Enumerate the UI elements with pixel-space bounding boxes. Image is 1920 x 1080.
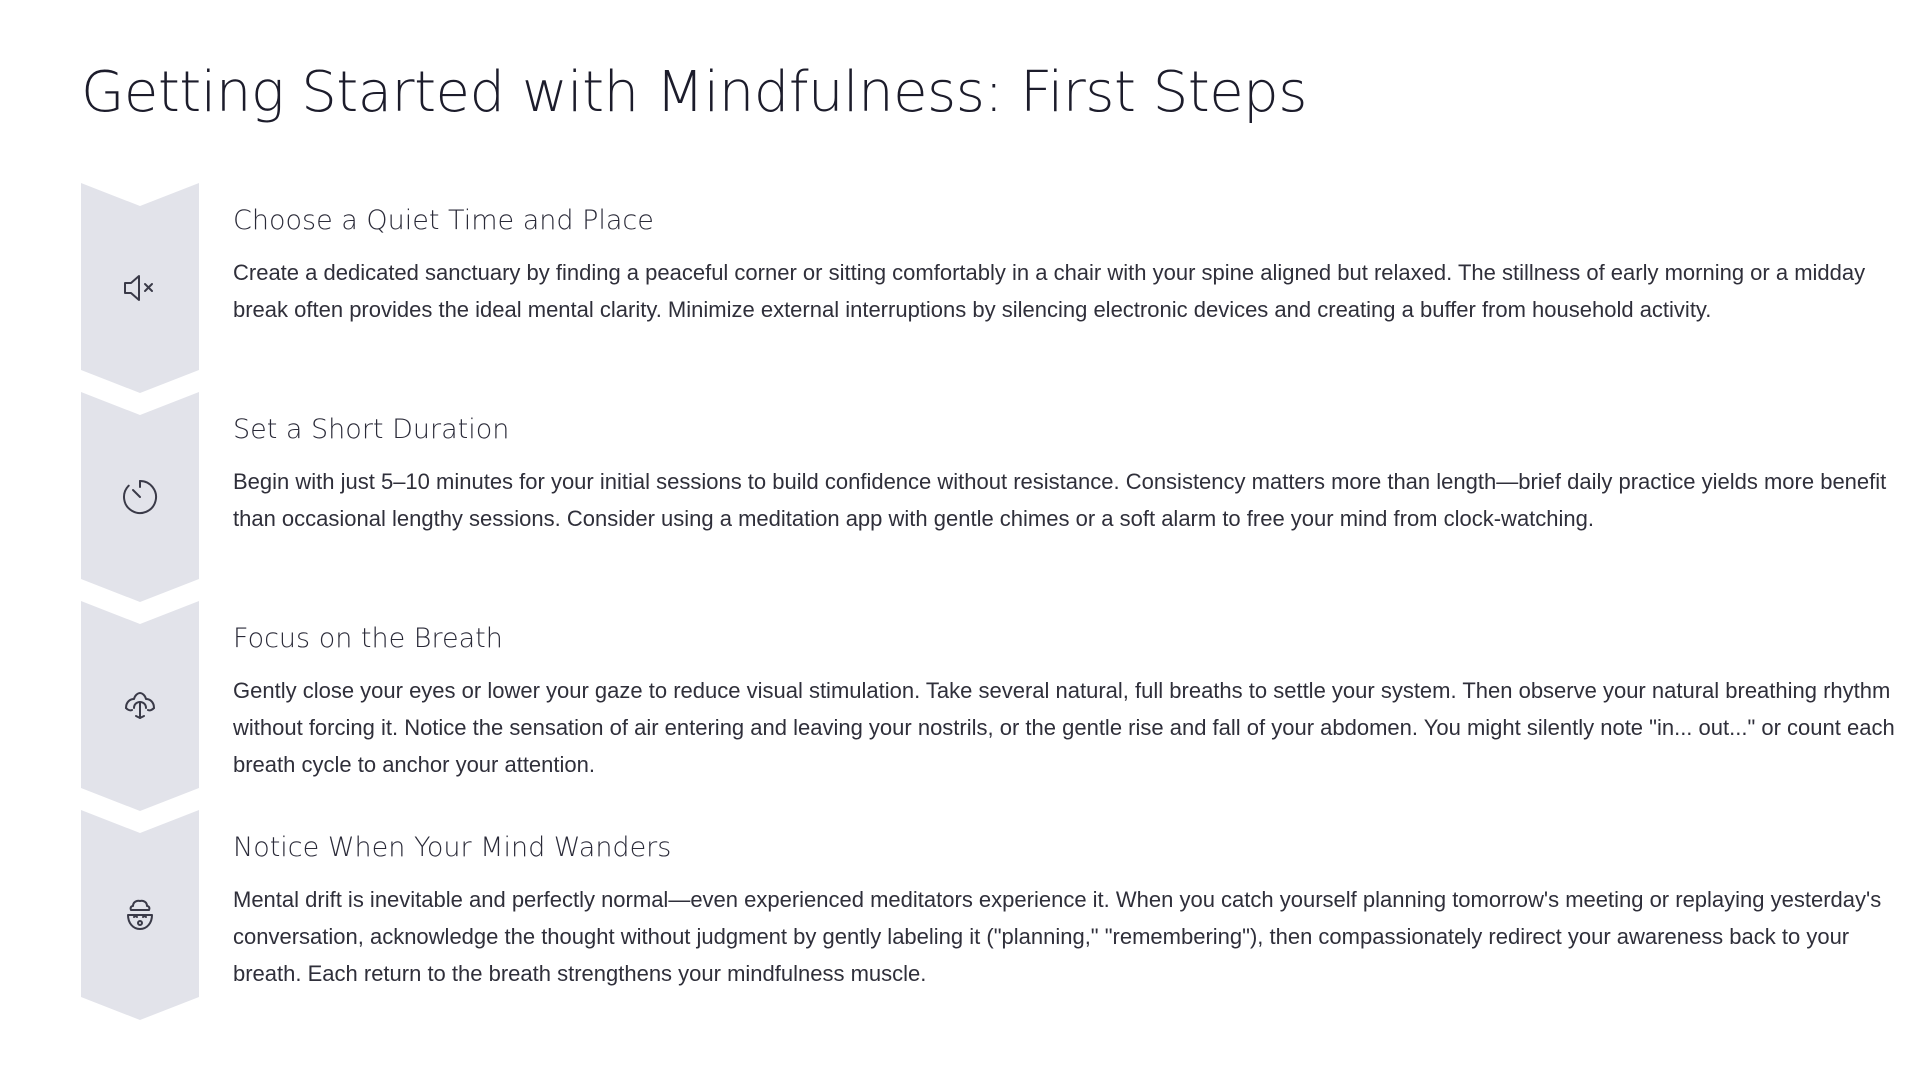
step-item <box>81 601 1895 810</box>
speaker-muted-icon <box>120 268 160 308</box>
step-title: Notice When Your Mind Wanders <box>233 832 672 863</box>
breath-hands-icon <box>120 686 160 726</box>
step-content <box>233 832 1920 992</box>
step-item <box>81 810 1882 1019</box>
step-description: Create a dedicated sanctuary by finding a peaceful corner or sitting comfortably in a chair with your spine aligned but relaxed. The stillness of early morning or a midday break often provides the ideal mental clarity. Minimize external interruptions by silencing electronic devices and creating a buffer from household activity. <box>233 260 1866 322</box>
step-content <box>233 414 1920 537</box>
wandering-mind-icon <box>120 895 160 935</box>
step-title: Choose a Quiet Time and Place <box>233 205 654 236</box>
step-content <box>233 623 1920 783</box>
step-description: Gently close your eyes or lower your gaze to reduce visual stimulation. Take several natural, full breaths to settle your system. Then observe your natural breathing rhythm without forcing it. Notice the sensation of air entering and leaving your nostrils, or the gentle rise and fall of your abdomen. You might silently note "in... out..." or count each breath cycle to anchor your attention. <box>233 678 1895 777</box>
page-title: Getting Started with Mindfulness: First Steps <box>81 60 1307 125</box>
timer-icon <box>120 477 160 517</box>
step-item <box>81 392 1887 601</box>
steps-list <box>81 183 1895 1019</box>
step-item <box>81 183 1866 392</box>
step-title: Set a Short Duration <box>233 414 510 445</box>
step-description: Begin with just 5–10 minutes for your initial sessions to build confidence without resistance. Consistency matters more than length—brief daily practice yields more benefit than occasional lengthy sessions. Consider using a meditation app with gentle chimes or a soft alarm to free your mind from clock-watching. <box>233 469 1887 531</box>
step-content <box>233 205 1920 328</box>
step-description: Mental drift is inevitable and perfectly normal—even experienced meditators experience it. When you catch yourself planning tomorrow's meeting or replaying yesterday's conversation, acknowledge the thought without judgment by gently labeling it ("planning," "remembering"), then compassionately redirect your awareness back to your breath. Each return to the breath strengthens your mindfulness muscle. <box>233 887 1882 986</box>
step-title: Focus on the Breath <box>233 623 503 654</box>
